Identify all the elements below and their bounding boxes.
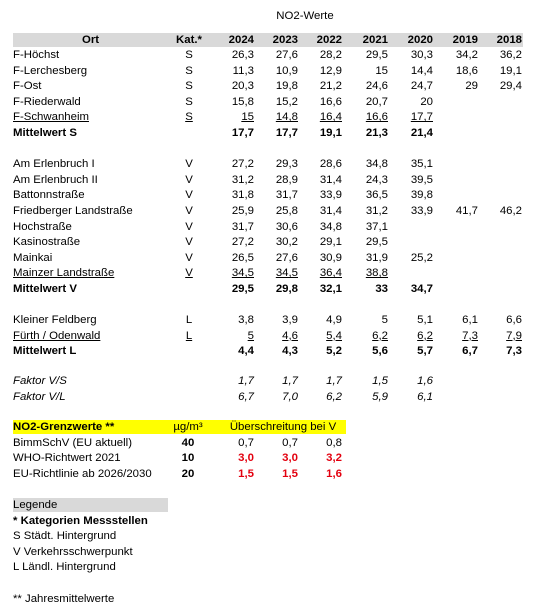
station-value: 19,8: [275, 80, 298, 93]
station-value: 30,6: [275, 220, 298, 233]
exceed-value: 0,8: [326, 436, 342, 449]
station-value: 34,8: [365, 158, 388, 171]
station-value: 29,4: [499, 80, 522, 93]
station-value: 27,6: [275, 49, 298, 61]
station-value: 17,7: [410, 111, 433, 124]
station-value: 20,7: [365, 95, 388, 108]
station-value: 19,1: [499, 64, 522, 77]
station-value: 31,2: [365, 205, 388, 217]
station-value: 6,2: [417, 329, 433, 342]
station-name: Friedberger Landstraße: [13, 205, 133, 217]
station-value: 27,6: [275, 251, 298, 264]
station-value: 7,3: [462, 329, 478, 342]
station-value: 26,3: [231, 49, 254, 61]
station-value: 15,2: [275, 95, 298, 108]
header-year: 2020: [407, 34, 433, 46]
station-value: 3,8: [238, 314, 254, 327]
limits-unit: µg/m³: [173, 421, 203, 433]
station-category: V: [185, 189, 193, 202]
station-category: S: [185, 95, 193, 108]
factor-value: 6,2: [326, 390, 342, 403]
header-kat: Kat.*: [176, 34, 202, 46]
station-value: 11,3: [232, 64, 254, 77]
station-value: 5: [247, 329, 254, 342]
mean-value: 32,1: [319, 283, 342, 295]
station-value: 29: [465, 80, 478, 93]
header-ort: Ort: [81, 34, 100, 46]
station-category: S: [185, 111, 193, 124]
station-value: 3,9: [282, 314, 298, 327]
station-category: V: [185, 220, 193, 233]
station-value: 16,6: [365, 111, 388, 124]
mean-value: 34,7: [410, 283, 433, 295]
header-year: 2024: [228, 34, 254, 46]
station-value: 35,1: [410, 158, 433, 171]
station-value: 21,2: [319, 80, 342, 93]
station-category: L: [185, 329, 193, 342]
station-value: 16,6: [319, 95, 342, 108]
mean-value: 5,6: [372, 345, 388, 358]
station-category: V: [185, 236, 193, 249]
exceed-value: 1,6: [326, 467, 342, 480]
station-value: 6,1: [462, 314, 478, 327]
legend-title: Legende: [13, 499, 58, 511]
station-value: 4,9: [326, 314, 342, 327]
exceed-value: 1,5: [282, 467, 298, 480]
station-name: Kasinostraße: [13, 236, 81, 249]
station-value: 34,5: [275, 267, 298, 280]
mean-value: 29,8: [275, 283, 298, 295]
station-value: 25,8: [275, 205, 298, 217]
station-value: 31,9: [365, 251, 388, 264]
exceed-value: 3,0: [282, 452, 298, 465]
station-value: 37,1: [365, 220, 388, 233]
limit-label: EU-Richtlinie ab 2026/2030: [13, 467, 152, 480]
station-value: 29,3: [275, 158, 298, 171]
station-value: 29,5: [365, 49, 388, 61]
station-value: 36,2: [499, 49, 522, 61]
mean-value: 5,2: [326, 345, 342, 358]
header-year: 2022: [316, 34, 342, 46]
station-value: 6,2: [372, 329, 388, 342]
mean-value: 21,4: [410, 127, 433, 139]
sheet-title: NO2-Werte: [276, 10, 334, 22]
limit-value: 10: [181, 452, 195, 465]
exceed-value: 0,7: [282, 436, 298, 449]
factor-value: 1,7: [282, 375, 298, 387]
factor-value: 1,7: [326, 375, 342, 387]
legend-item: S Städt. Hintergrund: [13, 530, 117, 543]
station-category: L: [185, 314, 193, 327]
station-value: 39,8: [410, 189, 433, 202]
station-name: F-Lerchesberg: [13, 64, 88, 77]
station-value: 31,7: [275, 189, 298, 202]
station-name: Mainkai: [13, 251, 53, 264]
exceed-value: 0,7: [238, 436, 254, 449]
station-value: 30,9: [319, 251, 342, 264]
mean-value: 4,3: [282, 345, 298, 358]
station-value: 39,5: [410, 173, 433, 186]
station-name: Am Erlenbruch I: [13, 158, 95, 171]
station-value: 31,4: [319, 173, 342, 186]
limit-label: BimmSchV (EU aktuell): [13, 436, 132, 449]
station-value: 34,2: [455, 49, 478, 61]
station-name: Am Erlenbruch II: [13, 173, 98, 186]
station-name: Battonnstraße: [13, 189, 85, 202]
station-value: 29,1: [319, 236, 342, 249]
station-category: S: [185, 80, 193, 93]
station-value: 46,2: [499, 205, 522, 217]
station-value: 24,6: [365, 80, 388, 93]
station-name: Kleiner Feldberg: [13, 314, 97, 327]
station-value: 14,8: [275, 111, 298, 124]
station-value: 31,2: [231, 173, 254, 186]
station-value: 28,2: [319, 49, 342, 61]
station-name: F-Ost: [13, 80, 42, 93]
station-value: 15: [241, 111, 254, 124]
station-value: 36,4: [319, 267, 342, 280]
station-value: 33,9: [319, 189, 342, 202]
station-value: 27,2: [231, 158, 254, 171]
mean-value: 6,7: [462, 345, 478, 358]
mean-label: Mittelwert L: [13, 345, 77, 358]
mean-value: 7,3: [506, 345, 522, 358]
station-value: 15,8: [231, 95, 254, 108]
mean-label: Mittelwert S: [13, 127, 77, 139]
header-year: 2019: [452, 34, 478, 46]
station-value: 28,9: [275, 173, 298, 186]
station-name: F-Riederwald: [13, 95, 81, 108]
station-name: F-Schwanheim: [13, 111, 89, 124]
station-value: 20,3: [231, 80, 254, 93]
station-name: Mainzer Landstraße: [13, 267, 115, 280]
header-year: 2021: [362, 34, 388, 46]
station-category: V: [185, 173, 193, 186]
mean-value: 21,3: [365, 127, 388, 139]
station-value: 33,9: [410, 205, 433, 217]
station-category: V: [185, 205, 193, 217]
mean-value: 29,5: [231, 283, 254, 295]
station-category: S: [185, 64, 193, 77]
factor-value: 6,1: [417, 390, 433, 403]
factor-value: 1,6: [417, 375, 433, 387]
station-value: 36,5: [365, 189, 388, 202]
legend-item: V Verkehrsschwerpunkt: [13, 545, 133, 558]
station-value: 25,2: [410, 251, 433, 264]
station-value: 41,7: [455, 205, 478, 217]
station-value: 29,5: [365, 236, 388, 249]
mean-label: Mittelwert V: [13, 283, 77, 295]
station-value: 30,2: [275, 236, 298, 249]
factor-label: Faktor V/L: [13, 390, 66, 403]
station-value: 31,4: [319, 205, 342, 217]
station-name: Hochstraße: [13, 220, 72, 233]
mean-value: 4,4: [238, 345, 254, 358]
legend-footnote: ** Jahresmittelwerte: [13, 592, 115, 605]
station-category: V: [185, 158, 193, 171]
limit-value: 40: [181, 436, 195, 449]
mean-value: 17,7: [231, 127, 254, 139]
factor-value: 6,7: [238, 390, 254, 403]
limit-label: WHO-Richtwert 2021: [13, 452, 121, 465]
station-value: 20: [420, 95, 433, 108]
exceed-value: 3,2: [326, 452, 342, 465]
station-name: Fürth / Odenwald: [13, 329, 101, 342]
station-category: V: [185, 267, 193, 280]
factor-value: 1,7: [238, 375, 254, 387]
station-value: 26,5: [231, 251, 254, 264]
station-value: 5: [381, 314, 388, 327]
station-value: 34,8: [319, 220, 342, 233]
legend-subtitle: * Kategorien Messstellen: [13, 514, 148, 527]
factor-label: Faktor V/S: [13, 375, 67, 387]
factor-value: 1,5: [372, 375, 388, 387]
mean-value: 19,1: [319, 127, 342, 139]
limit-value: 20: [181, 467, 195, 480]
station-name: F-Höchst: [13, 49, 60, 61]
station-value: 14,4: [410, 64, 433, 77]
header-year: 2023: [272, 34, 298, 46]
station-value: 24,3: [365, 173, 388, 186]
factor-value: 7,0: [282, 390, 298, 403]
station-value: 27,2: [231, 236, 254, 249]
station-value: 5,1: [417, 314, 433, 327]
station-value: 28,6: [319, 158, 342, 171]
station-value: 4,6: [282, 329, 298, 342]
mean-value: 5,7: [417, 345, 433, 358]
station-value: 10,9: [275, 64, 298, 77]
station-value: 18,6: [455, 64, 478, 77]
station-category: V: [185, 251, 193, 264]
header-year: 2018: [496, 34, 522, 46]
exceed-value: 1,5: [238, 467, 254, 480]
station-value: 12,9: [319, 64, 342, 77]
legend-item: L Ländl. Hintergrund: [13, 561, 116, 574]
station-value: 38,8: [365, 267, 388, 280]
mean-value: 33: [375, 283, 388, 295]
exceed-value: 3,0: [238, 452, 254, 465]
station-value: 24,7: [410, 80, 433, 93]
station-value: 31,7: [231, 220, 254, 233]
station-category: S: [185, 49, 193, 61]
station-value: 25,9: [231, 205, 254, 217]
station-value: 31,8: [231, 189, 254, 202]
mean-value: 17,7: [275, 127, 298, 139]
station-value: 15: [375, 64, 388, 77]
factor-value: 5,9: [372, 390, 388, 403]
station-value: 30,3: [410, 49, 433, 61]
station-value: 16,4: [319, 111, 342, 124]
station-value: 7,9: [506, 329, 522, 342]
limits-title: NO2-Grenzwerte **: [13, 421, 115, 433]
station-value: 34,5: [231, 267, 254, 280]
station-value: 6,6: [506, 314, 522, 327]
station-value: 5,4: [326, 329, 342, 342]
limits-exceed-header: Überschreitung bei V: [229, 421, 337, 433]
